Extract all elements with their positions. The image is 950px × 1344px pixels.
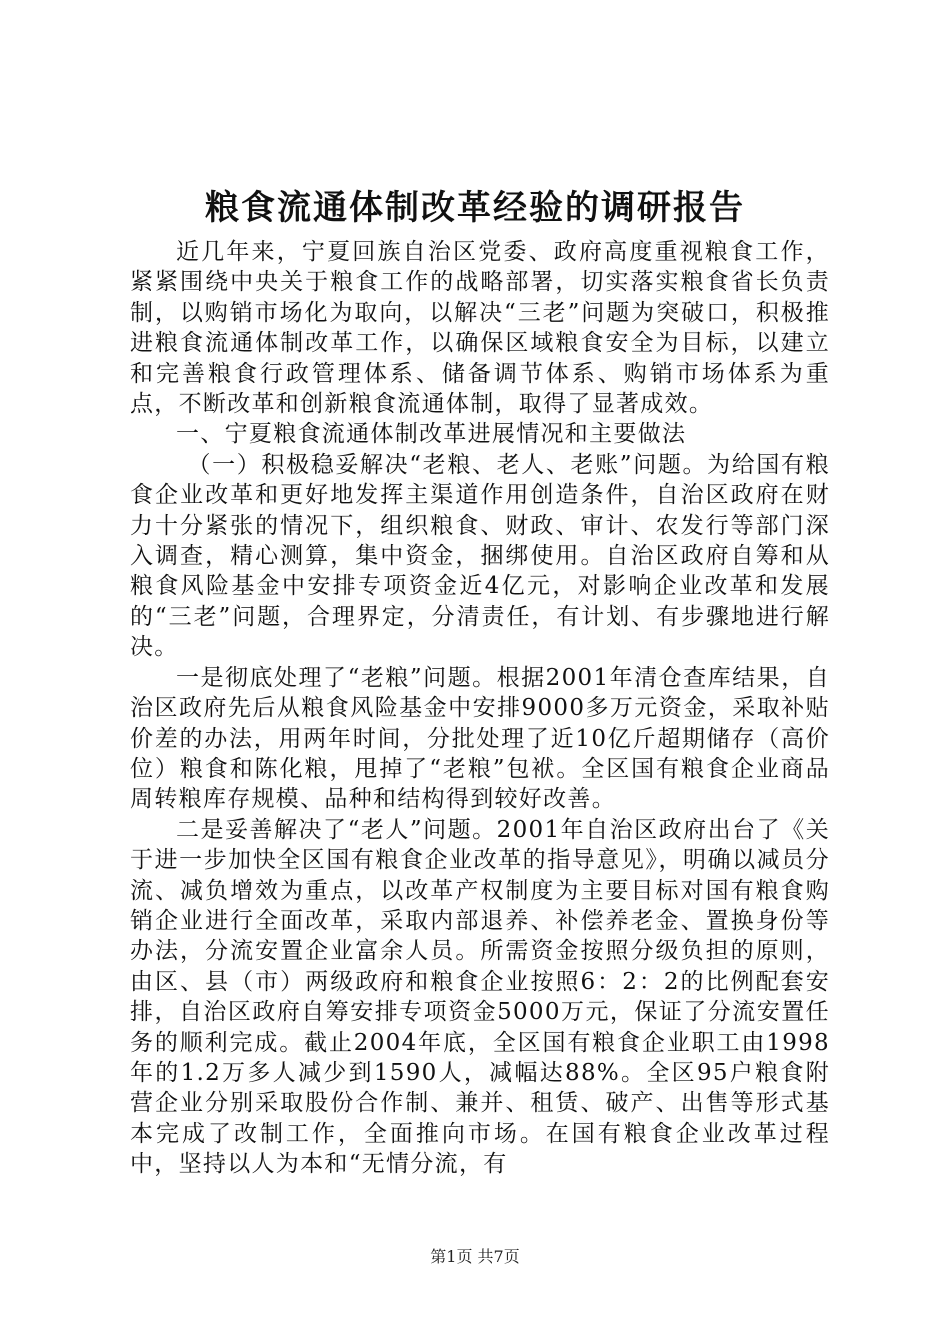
paragraph-old-people: 二是妥善解决了“老人”问题。2001年自治区政府出台了《关于进一步加快全区国有粮食企业改革的指导意见》，明确以减员分流、减负增效为重点，以改革产权制度为主要目标对国有粮食购销企业进行全面改革，采取内部退养、补偿养老金、置换身份等办法，分流安置企业富余人员。所需资金按照分级负担的原则，由区、县（市）两级政府和粮食企业按照6：2：2的比例配套安排，自治区政府自筹安排专项资金5000万元，保证了分流安置任务的顺利完成。截止2004年底，全区国有粮食企业职工由1998年的1.2万多人减少到1590人，减幅达88%。全区95户粮食附营企业分别采取股份合作制、兼并、租赁、破产、出售等形式基本完成了改制工作，全面推向市场。在国有粮食企业改革过程中，坚持以人为本和“无情分流，有 [130, 816, 830, 1178]
paragraph-intro: 近几年来，宁夏回族自治区党委、政府高度重视粮食工作，紧紧围绕中央关于粮食工作的战略部署，切实落实粮食省长负责制，以购销市场化为取向，以解决“三老”问题为突破口，积极推进粮食流通体制改革工作，以确保区域粮食安全为目标，以建立和完善粮食行政管理体系、储备调节体系、购销市场体系为重点，不断改革和创新粮食流通体制，取得了显著成效。 [130, 239, 830, 418]
page-number-footer: 第1页 共7页 [430, 1247, 520, 1266]
document-title: 粮食流通体制改革经验的调研报告 [205, 188, 745, 228]
section-heading-1: 一、宁夏粮食流通体制改革进展情况和主要做法 [176, 421, 687, 448]
document-body [130, 237, 830, 1180]
paragraph-old-grain: 一是彻底处理了“老粮”问题。根据2001年清仓查库结果，自治区政府先后从粮食风险基金中安排9000多万元资金，采取补贴价差的办法，用两年时间，分批处理了近10亿斤超期储存（高价位）粮食和陈化粮，甩掉了“老粮”包袱。全区国有粮食企业商品周转粮库存规模、品种和结构得到较好改善。 [130, 664, 830, 813]
paragraph-subsection-1: （一）积极稳妥解决“老粮、老人、老账”问题。为给国有粮食企业改革和更好地发挥主渠道作用创造条件，自治区政府在财力十分紧张的情况下，组织粮食、财政、审计、农发行等部门深入调查，精心测算，集中资金，捆绑使用。自治区政府自筹和从粮食风险基金中安排专项资金近4亿元，对影响企业改革和发展的“三老”问题，合理界定，分清责任，有计划、有步骤地进行解决。 [130, 451, 830, 661]
